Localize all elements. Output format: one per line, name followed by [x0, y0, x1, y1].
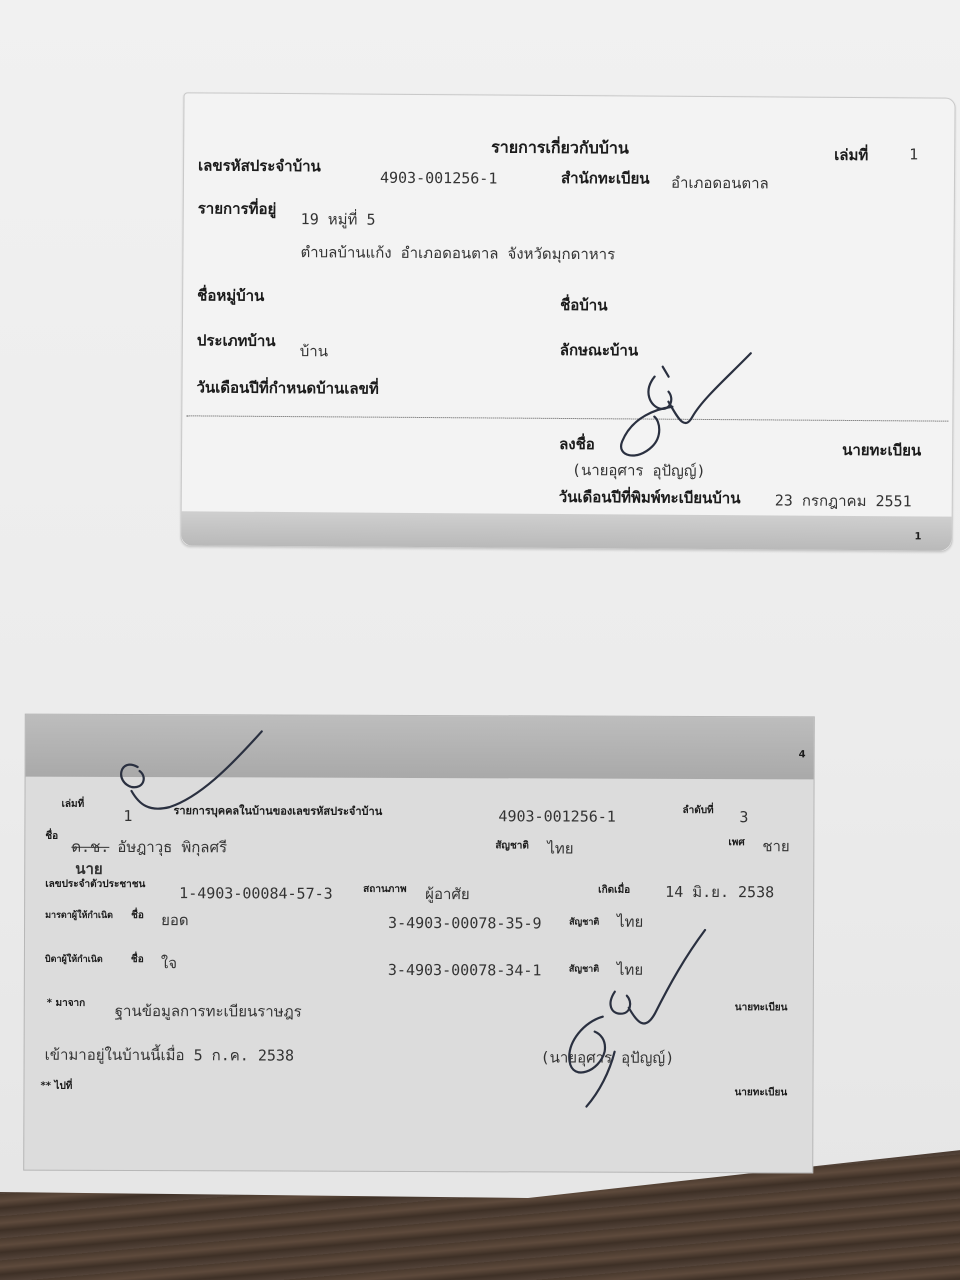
book-label: เล่มที่ — [61, 798, 85, 810]
house-code: 4903-001256-1 — [498, 807, 616, 826]
born-label: เกิดเมื่อ — [598, 884, 631, 896]
mother-label: มารดาผู้ให้กำเนิด — [45, 910, 114, 921]
house-name-label: ชื่อบ้าน — [560, 295, 608, 315]
moved-in-date: เข้ามาอยู่ในบ้านนี้เมื่อ 5 ก.ค. 2538 — [44, 1045, 295, 1065]
sex-label: เพศ — [728, 837, 745, 849]
print-date: 23 กรกฎาคม 2551 — [774, 491, 912, 511]
person-details-card — [23, 714, 815, 1174]
house-code: 4903-001256-1 — [379, 168, 498, 188]
handwritten-new-title: นาย — [75, 859, 103, 878]
handwritten-initial-mark — [109, 727, 269, 818]
sex: ชาย — [762, 837, 790, 856]
father-nationality-label: สัญชาติ — [568, 964, 600, 975]
father-nationality: ไทย — [616, 960, 644, 979]
registrar-label: นายทะเบียน — [842, 440, 922, 460]
house-details-card — [180, 92, 955, 551]
handwritten-signature — [602, 346, 763, 467]
mother-name-label: ชื่อ — [131, 909, 144, 922]
nationality: ไทย — [547, 839, 574, 858]
order-label: ลำดับที่ — [682, 804, 714, 817]
father-label: บิดาผู้ให้กำเนิด — [44, 954, 103, 965]
handwritten-signature — [544, 921, 715, 1112]
birth-date: 14 มิ.ย. 2538 — [665, 882, 775, 902]
to-label: ** ไปที่ — [40, 1080, 73, 1092]
house-character-label: ลักษณะบ้าน — [559, 340, 639, 360]
card-footer-band — [181, 511, 951, 550]
book-number: 1 — [909, 145, 919, 164]
order-number: 3 — [739, 808, 749, 827]
address-line-1: 19 หมู่ที่ 5 — [300, 210, 376, 229]
print-date-label: วันเดือนปีที่พิมพ์ทะเบียนบ้าน — [558, 487, 741, 508]
mother-nationality-label: สัญชาติ — [569, 917, 600, 928]
book-label: เล่มที่ — [834, 145, 869, 165]
id-number: 1-4903-00084-57-3 — [179, 884, 333, 903]
address-line-2: ตำบลบ้านแก้ง อำเภอดอนตาล จังหวัดมุกดาหาร — [300, 243, 616, 264]
house-code-label: เลขรหัสประจำบ้าน — [198, 156, 321, 176]
father-name: ใจ — [160, 954, 178, 973]
name-label: ชื่อ — [45, 830, 59, 842]
registrar-name: (นายอุศาร อุปัญญ์) — [571, 461, 706, 480]
old-title-struck: ด.ช. — [71, 837, 110, 856]
mother-nationality: ไทย — [617, 912, 644, 931]
registrar-name: (นายอุศาร อุปัญญ์) — [540, 1048, 675, 1067]
status-label: สถานภาพ — [363, 883, 407, 895]
assigned-date-label: วันเดือนปีที่กำหนดบ้านเลขที่ — [196, 378, 379, 398]
registry-office: อำเภอดอนตาล — [670, 173, 769, 193]
from-source: ฐานข้อมูลการทะเบียนราษฎร — [114, 1001, 302, 1021]
registrar-label-2: นายทะเบียน — [734, 1087, 788, 1099]
dotted-divider — [186, 415, 948, 421]
house-type-label: ประเภทบ้าน — [196, 331, 276, 350]
address-label: รายการที่อยู่ — [197, 199, 277, 218]
person-name: อัษฎาวุธ พิกุลศรี — [117, 837, 228, 857]
id-label: เลขประจำตัวประชาชน — [45, 878, 146, 891]
page-number: 1 — [914, 531, 922, 543]
house-type: บ้าน — [299, 342, 329, 361]
registrar-label-1: นายทะเบียน — [734, 1002, 788, 1014]
signature-label: ลงชื่อ — [559, 434, 595, 454]
person-list-heading: รายการบุคคลในบ้านของเลขรหัสประจำบ้าน — [173, 804, 383, 818]
card-page-number: 4 — [798, 749, 806, 761]
village-name-label: ชื่อหมู่บ้าน — [197, 286, 265, 305]
mother-name: ยอด — [161, 911, 189, 930]
card-title: รายการเกี่ยวกับบ้าน — [491, 137, 629, 158]
nationality-label: สัญชาติ — [495, 840, 529, 852]
status: ผู้อาศัย — [425, 885, 470, 904]
father-name-label: ชื่อ — [130, 953, 144, 966]
book-number: 1 — [123, 806, 133, 825]
from-label: * มาจาก — [46, 997, 86, 1009]
registry-office-label: สำนักทะเบียน — [560, 168, 650, 188]
mother-id: 3-4903-00078-35-9 — [388, 913, 542, 933]
father-id: 3-4903-00078-34-1 — [387, 960, 542, 980]
